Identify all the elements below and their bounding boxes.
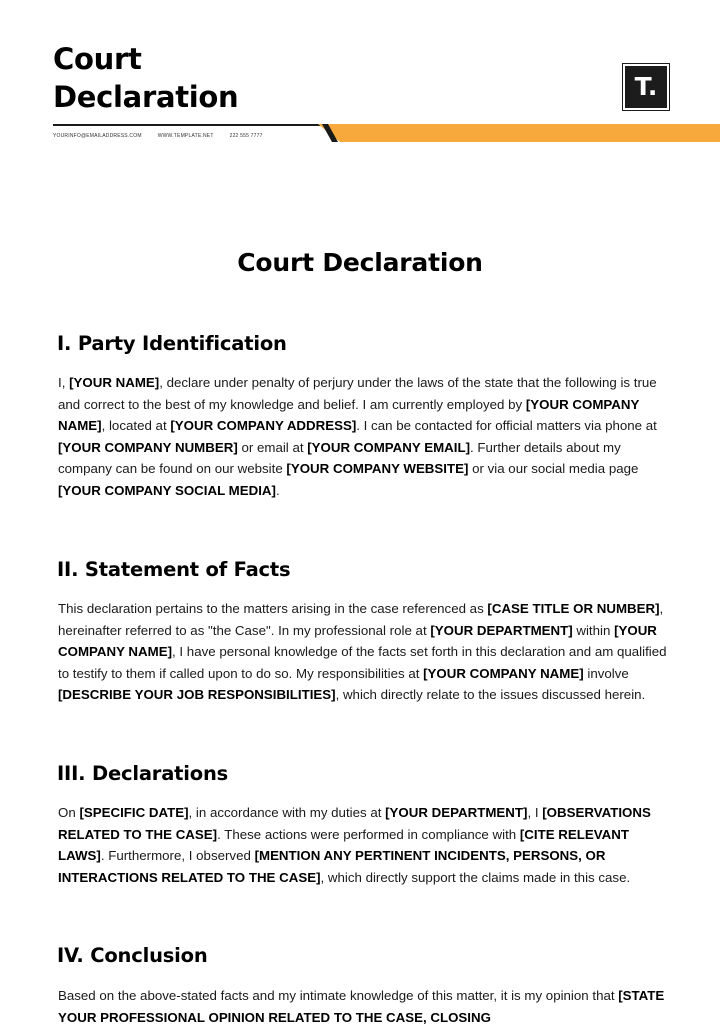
body-text: within [572,622,615,638]
section-heading-declarations: III. Declarations [57,762,229,785]
body-text: involve [583,665,629,681]
body-text: or email at [237,439,308,455]
body-text: , located at [101,418,171,434]
body-text: . Further details about my company can be found on our website [58,439,621,477]
placeholder-field: [MENTION ANY PERTINENT INCIDENTS, PERSONS, OR INTERACTIONS RELATED TO THE CASE] [58,848,606,885]
placeholder-field: [OBSERVATIONS RELATED TO THE CASE] [58,805,651,842]
body-text: , which directly support the claims made in this case. [320,869,631,885]
header-title [53,40,238,116]
body-text: . I can be contacted for official matters via phone at [356,418,657,434]
body-text: . [275,482,280,498]
placeholder-field: [YOUR COMPANY NAME] [423,665,584,681]
body-text: , in accordance with my duties at [188,805,386,820]
section-body-statement-of-facts [58,598,668,706]
placeholder-field: [DESCRIBE YOUR JOB RESPONSIBILITIES] [58,687,336,703]
header-title-line2: Declaration [53,80,239,114]
body-text: , I have personal knowledge of the facts set forth in this declaration and am qualified to testify to them if called upon to do so. My responsibilities at [58,644,667,681]
section-body-declarations [58,802,668,888]
body-text: , I [527,805,543,820]
body-text: , which directly relate to the issues discussed herein. [335,687,646,703]
section-body-party-identification [58,372,668,502]
section-heading-party-identification: I. Party Identification [57,332,287,355]
body-text: I, [58,375,70,390]
body-text: or via our social media page [468,461,639,477]
section-body-conclusion [58,985,668,1028]
placeholder-field: [CASE TITLE OR NUMBER] [487,601,660,616]
placeholder-field: [YOUR COMPANY SOCIAL MEDIA] [58,482,276,498]
contact-row [53,133,263,139]
body-text: , declare under penalty of perjury under the laws of the state that the following is true and correct to the best of my knowledge and belief. I am currently employed by [58,375,657,412]
placeholder-field: [CITE RELEVANT LAWS] [58,826,629,864]
placeholder-field: [YOUR DEPARTMENT] [385,805,528,820]
header-accent-band [318,124,720,142]
placeholder-field: [YOUR COMPANY EMAIL] [307,439,470,455]
header-title-line1: Court [53,42,142,76]
body-text: Based on the above-stated facts and my intimate knowledge of this matter, it is my opinion that [58,988,619,1003]
placeholder-field: [STATE YOUR PROFESSIONAL OPINION RELATED TO THE CASE, CLOSING [58,988,665,1025]
body-text: On [58,805,80,820]
body-text: . These actions were performed in compliance with [217,826,520,842]
body-text: This declaration pertains to the matters arising in the case referenced as [58,601,488,616]
placeholder-field: [YOUR DEPARTMENT] [430,622,573,638]
placeholder-field: [YOUR COMPANY NAME] [58,396,640,434]
contact-website: WWW.TEMPLATE.NET [157,133,214,139]
contact-email: YOURINFO@EMAILADDRESS.COM [53,133,142,139]
contact-phone: 222 555 7777 [229,133,263,139]
template-logo: T. [623,64,669,110]
placeholder-field: [SPECIFIC DATE] [79,805,189,820]
section-heading-statement-of-facts: II. Statement of Facts [57,558,291,581]
body-text: , hereinafter referred to as "the Case". In my professional role at [58,601,664,638]
placeholder-field: [YOUR COMPANY ADDRESS] [170,418,357,434]
placeholder-field: [YOUR COMPANY NAME] [58,622,657,660]
document-title: Court Declaration [237,248,483,277]
section-heading-conclusion: IV. Conclusion [57,944,208,967]
placeholder-field: [YOUR NAME] [69,375,160,390]
body-text: . Furthermore, I observed [100,848,255,864]
placeholder-field: [YOUR COMPANY NUMBER] [58,439,238,455]
placeholder-field: [YOUR COMPANY WEBSITE] [286,461,469,477]
